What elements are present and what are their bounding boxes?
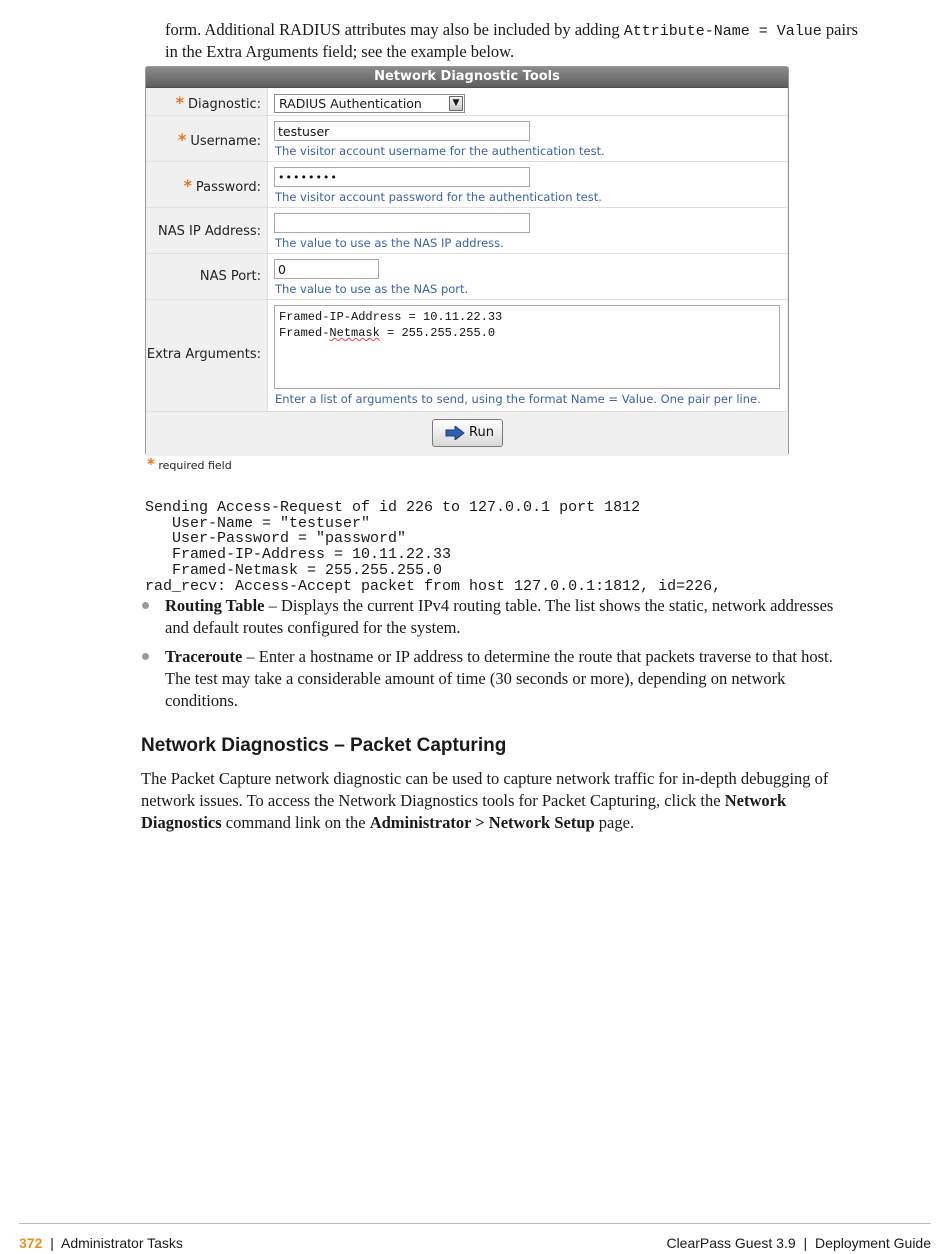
extra-arguments-help: Enter a list of arguments to send, using the format Name = Value. One pair per line.: [275, 392, 761, 406]
bullet-traceroute-line-1: Traceroute – Enter a hostname or IP address to determine the route that packets traverse to that host.: [165, 647, 833, 666]
username-input[interactable]: testuser: [274, 121, 530, 141]
page-number: 372: [19, 1235, 43, 1251]
extra-arguments-textarea[interactable]: Framed-IP-Address = 10.11.22.33 Framed-Netmask = 255.255.255.0: [274, 305, 780, 389]
product-name: ClearPass Guest 3.9: [666, 1235, 796, 1251]
username-help: The visitor account username for the authentication test.: [275, 144, 605, 158]
page-footer: [19, 1223, 931, 1251]
required-marker: *: [175, 93, 184, 112]
run-row: [146, 411, 788, 456]
panel-title: Network Diagnostic Tools: [146, 67, 788, 88]
section-paragraph-line-1: The Packet Capture network diagnostic can be used to capture network traffic for in-depth debugging of: [141, 769, 829, 788]
diagnostic-label: Diagnostic:: [187, 97, 261, 112]
bullet-traceroute-line-3: conditions.: [165, 691, 238, 710]
password-label: Password:: [195, 180, 261, 195]
diagnostic-select[interactable]: RADIUS Authentication ▼: [274, 94, 465, 113]
output-line: Framed-IP-Address = 10.11.22.33: [145, 546, 452, 564]
nas-port-row: [146, 253, 788, 300]
output-line: Sending Access-Request of id 226 to 127.0.0.1 port 1812: [145, 498, 641, 516]
radius-output: [145, 484, 721, 610]
intro-line-2: in the Extra Arguments field; see the example below.: [165, 42, 515, 61]
inline-code: Attribute-Name = Value: [623, 23, 822, 40]
extra-arguments-label: Extra Arguments:: [146, 347, 261, 362]
required-field-note: * required field: [147, 455, 232, 473]
nas-port-label: NAS Port:: [199, 269, 261, 284]
required-marker: *: [147, 455, 155, 473]
username-label: Username:: [190, 134, 261, 149]
bullet-dot: [142, 653, 149, 660]
footer-right: ClearPass Guest 3.9 | Deployment Guide: [666, 1235, 931, 1251]
password-help: The visitor account password for the authentication test.: [275, 190, 602, 204]
output-line: User-Name = "testuser": [145, 514, 371, 532]
chapter-title: Administrator Tasks: [61, 1235, 183, 1251]
section-paragraph-line-2: network issues. To access the Network Diagnostics tools for Packet Capturing, click the Network: [141, 791, 787, 810]
username-row: [146, 115, 788, 162]
output-line: rad_recv: Access-Accept packet from host 127.0.0.1:1812, id=226,: [145, 577, 722, 595]
required-marker: *: [177, 130, 187, 149]
diagnostic-row: [146, 88, 788, 115]
nas-ip-label: NAS IP Address:: [158, 224, 261, 239]
guide-title: Deployment Guide: [815, 1235, 931, 1251]
bullet-traceroute-line-2: The test may take a considerable amount of time (30 seconds or more), depending on network: [165, 669, 786, 688]
network-diagnostic-panel: [145, 66, 789, 456]
password-row: [146, 161, 788, 208]
chevron-down-icon[interactable]: ▼: [449, 96, 463, 111]
nas-port-input[interactable]: 0: [274, 259, 379, 279]
arrow-right-icon: [445, 426, 465, 440]
footer-left: 372 | Administrator Tasks: [19, 1235, 183, 1251]
required-marker: *: [183, 176, 192, 195]
extra-arguments-row: [146, 299, 788, 412]
nas-ip-help: The value to use as the NAS IP address.: [275, 236, 504, 250]
nas-port-help: The value to use as the NAS port.: [275, 282, 469, 296]
nas-ip-row: [146, 207, 788, 254]
bullet-routing-table-line-1: Routing Table – Displays the current IPv4 routing table. The list shows the static, network addresses: [165, 596, 834, 615]
section-heading: Network Diagnostics – Packet Capturing: [141, 735, 507, 756]
output-line: User-Password = "password": [145, 530, 407, 548]
output-line: Framed-Netmask = 255.255.255.0: [145, 561, 443, 579]
bullet-routing-table-line-2: and default routes configured for the system.: [165, 618, 461, 637]
password-input[interactable]: ••••••••: [274, 167, 530, 187]
section-paragraph-line-3: Diagnostics command link on the Administrator > Network Setup page.: [141, 813, 635, 832]
intro-line-1: form. Additional RADIUS attributes may also be included by adding Attribute-Name = Value pairs: [165, 20, 858, 40]
run-button[interactable]: Run: [432, 419, 503, 447]
bullet-dot: [142, 602, 149, 609]
nas-ip-input[interactable]: [274, 213, 530, 233]
